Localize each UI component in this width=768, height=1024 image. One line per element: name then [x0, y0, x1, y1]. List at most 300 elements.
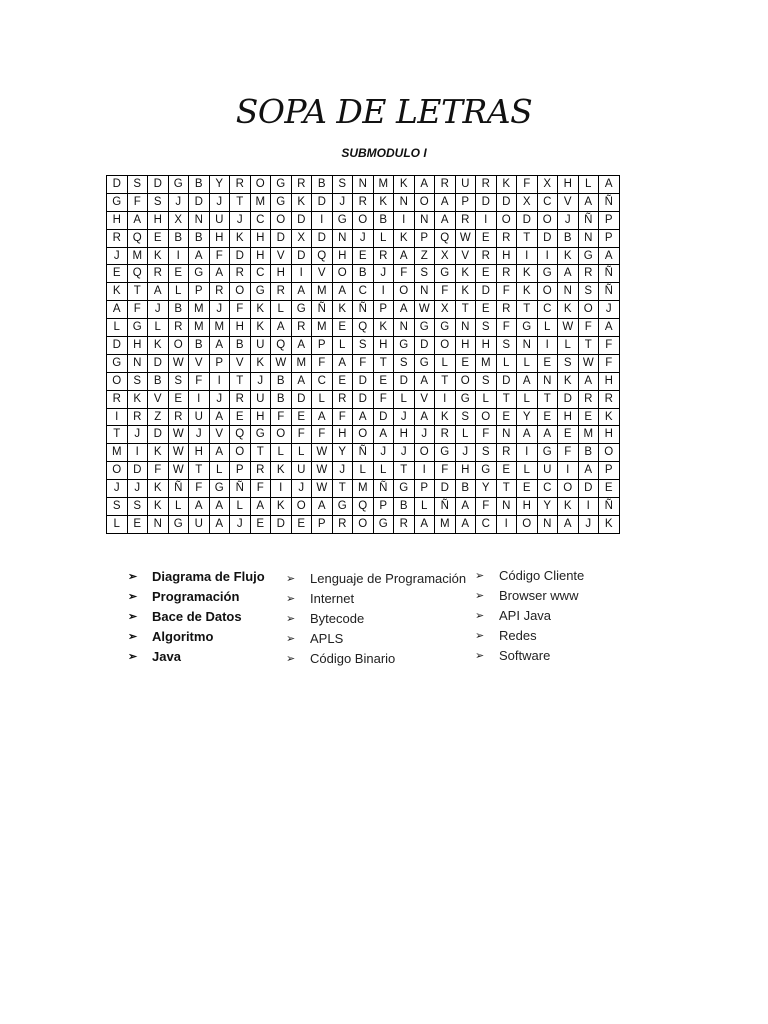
grid-cell: I [517, 444, 538, 462]
grid-cell: R [291, 319, 312, 337]
word-list-column-2 [286, 568, 466, 669]
grid-cell: P [373, 498, 394, 516]
grid-cell: K [558, 372, 579, 390]
grid-cell: K [250, 319, 271, 337]
grid-cell: A [209, 498, 230, 516]
grid-cell: C [312, 372, 333, 390]
grid-cell: J [414, 426, 435, 444]
grid-cell: E [476, 301, 497, 319]
grid-cell: I [127, 444, 148, 462]
grid-cell: O [476, 408, 497, 426]
grid-cell: F [271, 408, 292, 426]
grid-cell: W [578, 354, 599, 372]
grid-cell: G [414, 354, 435, 372]
grid-cell: H [455, 337, 476, 355]
grid-cell: A [558, 265, 579, 283]
grid-cell: B [373, 211, 394, 229]
word-label: APLS [310, 631, 344, 647]
arrow-bullet-icon: ➢ [286, 653, 296, 666]
arrow-bullet-icon: ➢ [128, 610, 138, 623]
grid-cell: E [496, 408, 517, 426]
grid-cell: T [496, 480, 517, 498]
grid-cell: D [271, 229, 292, 247]
grid-cell: G [578, 247, 599, 265]
grid-cell: H [332, 426, 353, 444]
grid-cell: H [476, 337, 497, 355]
grid-cell: R [373, 247, 394, 265]
grid-cell: G [435, 265, 456, 283]
grid-cell: A [209, 408, 230, 426]
grid-cell: R [291, 176, 312, 194]
grid-cell: I [189, 390, 210, 408]
grid-cell: T [250, 444, 271, 462]
grid-row [107, 426, 620, 444]
grid-cell: P [230, 462, 251, 480]
grid-cell: P [455, 193, 476, 211]
grid-cell: D [312, 193, 333, 211]
grid-cell: Q [127, 229, 148, 247]
grid-cell: L [209, 462, 230, 480]
grid-cell: D [353, 390, 374, 408]
grid-cell: S [558, 354, 579, 372]
grid-cell: G [168, 176, 189, 194]
grid-cell: L [537, 319, 558, 337]
grid-cell: E [168, 390, 189, 408]
grid-cell: B [189, 229, 210, 247]
grid-cell: G [291, 301, 312, 319]
grid-cell: N [517, 337, 538, 355]
word-label: Internet [310, 590, 355, 606]
grid-row [107, 515, 620, 533]
grid-cell: K [373, 193, 394, 211]
grid-cell: A [455, 515, 476, 533]
grid-cell: W [414, 301, 435, 319]
grid-cell: T [455, 301, 476, 319]
grid-cell: E [148, 229, 169, 247]
grid-cell: B [455, 480, 476, 498]
word-list-item [128, 647, 265, 667]
grid-cell: O [353, 515, 374, 533]
grid-cell: A [271, 319, 292, 337]
grid-cell: D [476, 283, 497, 301]
word-label: Diagrama de Flujo [152, 568, 265, 584]
grid-cell: G [127, 319, 148, 337]
arrow-bullet-icon: ➢ [475, 589, 485, 602]
grid-cell: K [496, 176, 517, 194]
grid-cell: H [189, 444, 210, 462]
grid-cell: D [291, 211, 312, 229]
grid-cell: I [517, 247, 538, 265]
grid-cell: F [189, 480, 210, 498]
grid-cell: B [578, 444, 599, 462]
grid-cell: W [455, 229, 476, 247]
grid-cell: S [578, 283, 599, 301]
grid-cell: E [291, 408, 312, 426]
word-list-item [128, 566, 265, 586]
grid-cell: J [332, 193, 353, 211]
grid-row [107, 283, 620, 301]
grid-cell: K [148, 444, 169, 462]
grid-cell: E [168, 265, 189, 283]
grid-cell: G [332, 211, 353, 229]
grid-cell: K [148, 247, 169, 265]
grid-cell: J [558, 211, 579, 229]
grid-cell: Y [332, 444, 353, 462]
grid-row [107, 193, 620, 211]
grid-cell: T [578, 337, 599, 355]
grid-cell: R [271, 283, 292, 301]
grid-cell: N [353, 176, 374, 194]
grid-cell: T [230, 193, 251, 211]
grid-cell: H [496, 247, 517, 265]
grid-cell: H [107, 211, 128, 229]
grid-row [107, 319, 620, 337]
grid-cell: K [517, 265, 538, 283]
grid-cell: Ñ [353, 301, 374, 319]
grid-cell: D [148, 176, 169, 194]
grid-cell: Q [353, 498, 374, 516]
grid-cell: E [373, 372, 394, 390]
grid-cell: O [353, 211, 374, 229]
grid-cell: R [578, 265, 599, 283]
grid-cell: B [271, 372, 292, 390]
grid-cell: P [312, 337, 333, 355]
grid-cell: K [250, 301, 271, 319]
grid-cell: O [578, 301, 599, 319]
grid-cell: J [209, 390, 230, 408]
grid-cell: I [537, 247, 558, 265]
grid-cell: O [599, 444, 620, 462]
grid-cell: A [127, 211, 148, 229]
grid-cell: D [230, 247, 251, 265]
grid-cell: L [353, 462, 374, 480]
grid-cell: G [332, 498, 353, 516]
grid-cell: K [271, 462, 292, 480]
grid-cell: U [455, 176, 476, 194]
grid-cell: Q [127, 265, 148, 283]
grid-cell: O [250, 176, 271, 194]
page-title: SOPA DE LETRAS [235, 92, 533, 131]
grid-cell: L [394, 390, 415, 408]
grid-cell: F [353, 354, 374, 372]
grid-cell: L [558, 337, 579, 355]
grid-cell: K [291, 193, 312, 211]
grid-cell: A [537, 426, 558, 444]
word-label: Bace de Datos [152, 608, 242, 624]
grid-row [107, 498, 620, 516]
grid-cell: T [230, 372, 251, 390]
grid-cell: V [230, 354, 251, 372]
grid-cell: Y [209, 176, 230, 194]
grid-cell: C [537, 301, 558, 319]
grid-cell: V [189, 354, 210, 372]
grid-row [107, 301, 620, 319]
grid-cell: R [107, 229, 128, 247]
grid-cell: E [599, 480, 620, 498]
grid-cell: F [230, 301, 251, 319]
grid-cell: O [414, 193, 435, 211]
grid-cell: A [209, 337, 230, 355]
grid-cell: R [209, 283, 230, 301]
grid-cell: O [353, 426, 374, 444]
word-label: Lenguaje de Programación [310, 570, 467, 586]
grid-cell: D [558, 390, 579, 408]
grid-cell: L [271, 301, 292, 319]
grid-cell: J [127, 426, 148, 444]
grid-cell: I [578, 498, 599, 516]
grid-cell: W [168, 462, 189, 480]
grid-cell: B [312, 176, 333, 194]
grid-cell: R [394, 515, 415, 533]
grid-cell: K [455, 265, 476, 283]
grid-cell: R [353, 193, 374, 211]
grid-cell: E [517, 480, 538, 498]
arrow-bullet-icon: ➢ [286, 572, 296, 585]
grid-cell: A [578, 462, 599, 480]
grid-cell: K [394, 229, 415, 247]
grid-cell: B [168, 301, 189, 319]
grid-cell: S [332, 176, 353, 194]
grid-cell: G [414, 319, 435, 337]
grid-cell: K [599, 515, 620, 533]
grid-cell: Ñ [578, 211, 599, 229]
word-list-item [286, 608, 466, 628]
grid-cell: R [250, 462, 271, 480]
grid-cell: A [209, 515, 230, 533]
grid-cell: U [209, 211, 230, 229]
grid-cell: F [496, 283, 517, 301]
grid-cell: A [517, 372, 538, 390]
grid-cell: W [168, 354, 189, 372]
grid-cell: W [168, 444, 189, 462]
grid-cell: I [537, 337, 558, 355]
grid-cell: G [435, 444, 456, 462]
grid-cell: K [250, 354, 271, 372]
grid-cell: K [558, 247, 579, 265]
grid-cell: E [537, 408, 558, 426]
grid-cell: S [394, 354, 415, 372]
grid-cell: I [107, 408, 128, 426]
grid-cell: J [250, 372, 271, 390]
arrow-bullet-icon: ➢ [286, 633, 296, 646]
grid-cell: L [517, 354, 538, 372]
grid-cell: L [373, 462, 394, 480]
grid-cell: T [373, 354, 394, 372]
grid-cell: H [373, 337, 394, 355]
grid-row [107, 444, 620, 462]
grid-cell: O [168, 337, 189, 355]
grid-cell: L [332, 337, 353, 355]
grid-cell: K [599, 408, 620, 426]
grid-cell: G [394, 337, 415, 355]
grid-cell: T [517, 301, 538, 319]
grid-cell: T [517, 229, 538, 247]
grid-cell: D [578, 480, 599, 498]
word-list-item [475, 585, 584, 605]
grid-cell: F [558, 444, 579, 462]
grid-cell: G [168, 515, 189, 533]
grid-cell: G [435, 319, 456, 337]
grid-cell: M [291, 354, 312, 372]
grid-cell: O [414, 444, 435, 462]
grid-cell: A [414, 372, 435, 390]
grid-cell: G [537, 444, 558, 462]
grid-cell: W [168, 426, 189, 444]
grid-cell: S [127, 372, 148, 390]
grid-cell: O [271, 211, 292, 229]
grid-cell: V [209, 426, 230, 444]
arrow-bullet-icon: ➢ [128, 570, 138, 583]
grid-row [107, 176, 620, 194]
grid-cell: A [599, 247, 620, 265]
grid-cell: F [209, 247, 230, 265]
grid-cell: K [332, 301, 353, 319]
grid-cell: F [312, 426, 333, 444]
grid-cell: Ñ [599, 193, 620, 211]
grid-row [107, 354, 620, 372]
grid-cell: R [127, 408, 148, 426]
grid-cell: J [373, 265, 394, 283]
grid-cell: B [148, 372, 169, 390]
grid-cell: L [455, 426, 476, 444]
grid-cell: X [168, 211, 189, 229]
grid-cell: F [312, 354, 333, 372]
grid-cell: K [127, 390, 148, 408]
grid-row [107, 462, 620, 480]
grid-cell: F [517, 176, 538, 194]
grid-cell: E [332, 372, 353, 390]
grid-cell: U [189, 408, 210, 426]
word-list-item [286, 588, 466, 608]
grid-cell: F [127, 301, 148, 319]
word-list-column-3 [475, 565, 584, 666]
grid-cell: Q [435, 229, 456, 247]
grid-cell: Q [230, 426, 251, 444]
grid-cell: R [578, 390, 599, 408]
grid-cell: J [394, 444, 415, 462]
grid-cell: Ñ [373, 480, 394, 498]
grid-cell: Ñ [312, 301, 333, 319]
grid-cell: Q [312, 247, 333, 265]
word-list-column-1 [128, 566, 265, 667]
grid-cell: K [558, 301, 579, 319]
grid-cell: L [230, 498, 251, 516]
grid-cell: J [230, 211, 251, 229]
grid-cell: A [414, 408, 435, 426]
arrow-bullet-icon: ➢ [128, 590, 138, 603]
grid-cell: R [455, 211, 476, 229]
grid-cell: L [148, 319, 169, 337]
grid-cell: O [455, 372, 476, 390]
grid-cell: D [148, 354, 169, 372]
grid-cell: J [107, 480, 128, 498]
grid-cell: D [291, 390, 312, 408]
grid-cell: A [394, 301, 415, 319]
grid-cell: P [599, 462, 620, 480]
grid-cell: D [271, 515, 292, 533]
grid-cell: W [558, 319, 579, 337]
grid-cell: S [127, 176, 148, 194]
grid-cell: Y [517, 408, 538, 426]
grid-cell: I [168, 247, 189, 265]
grid-cell: B [189, 337, 210, 355]
grid-cell: T [332, 480, 353, 498]
grid-cell: L [107, 515, 128, 533]
grid-cell: Ñ [599, 498, 620, 516]
grid-cell: L [312, 390, 333, 408]
grid-cell: R [332, 390, 353, 408]
grid-cell: A [312, 498, 333, 516]
grid-cell: J [127, 480, 148, 498]
grid-cell: X [537, 176, 558, 194]
grid-cell: K [148, 337, 169, 355]
grid-cell: R [496, 229, 517, 247]
arrow-bullet-icon: ➢ [475, 609, 485, 622]
grid-cell: O [107, 372, 128, 390]
grid-cell: H [127, 337, 148, 355]
grid-cell: F [599, 354, 620, 372]
arrow-bullet-icon: ➢ [475, 569, 485, 582]
grid-cell: O [230, 444, 251, 462]
grid-cell: Q [271, 337, 292, 355]
grid-cell: E [291, 515, 312, 533]
grid-cell: Y [476, 480, 497, 498]
grid-cell: O [537, 283, 558, 301]
grid-cell: G [107, 354, 128, 372]
grid-cell: L [168, 283, 189, 301]
grid-cell: D [107, 337, 128, 355]
grid-cell: R [599, 390, 620, 408]
word-search-grid [106, 175, 620, 534]
grid-cell: E [353, 247, 374, 265]
grid-row [107, 337, 620, 355]
grid-cell: N [537, 515, 558, 533]
word-list-item [286, 629, 466, 649]
grid-cell: I [394, 211, 415, 229]
grid-cell: O [558, 480, 579, 498]
grid-cell: A [291, 337, 312, 355]
grid-cell: J [599, 301, 620, 319]
grid-cell: P [414, 480, 435, 498]
grid-cell: I [414, 462, 435, 480]
grid-cell: D [353, 372, 374, 390]
grid-cell: E [476, 265, 497, 283]
grid-cell: N [558, 283, 579, 301]
grid-row [107, 211, 620, 229]
grid-cell: F [373, 390, 394, 408]
grid-cell: O [291, 498, 312, 516]
grid-cell: H [209, 229, 230, 247]
word-label: Browser www [499, 587, 579, 603]
grid-cell: P [189, 283, 210, 301]
grid-cell: N [127, 354, 148, 372]
grid-cell: D [127, 462, 148, 480]
grid-cell: O [537, 211, 558, 229]
grid-cell: R [168, 319, 189, 337]
grid-cell: A [332, 354, 353, 372]
grid-cell: O [107, 462, 128, 480]
grid-cell: M [107, 444, 128, 462]
grid-cell: D [148, 426, 169, 444]
grid-cell: A [435, 193, 456, 211]
grid-cell: A [332, 283, 353, 301]
grid-cell: G [455, 390, 476, 408]
grid-cell: K [517, 283, 538, 301]
grid-cell: M [476, 354, 497, 372]
arrow-bullet-icon: ➢ [128, 651, 138, 664]
grid-cell: G [537, 265, 558, 283]
grid-cell: J [168, 193, 189, 211]
